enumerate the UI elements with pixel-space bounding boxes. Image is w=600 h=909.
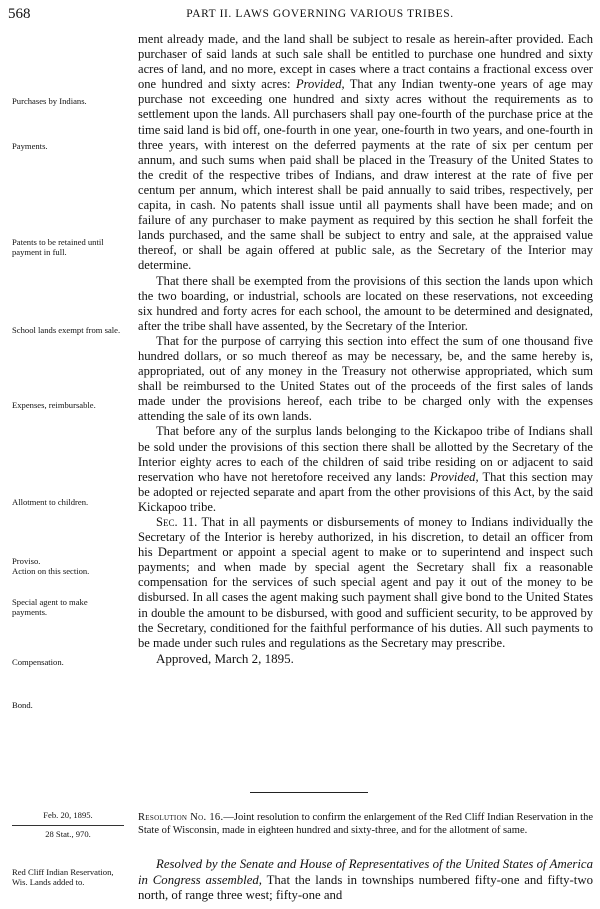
- margin-note-red-cliff: Red Cliff Indian Reservation, Wis. Lands added to.: [12, 867, 114, 887]
- resolution-text: Resolved by the Senate and House of Representatives of the United States of America in Congress assembled, That the lands in townships numbered fifty-one and fifty-two north, of range three west; fifty-one and: [138, 857, 593, 902]
- resolution-label: Resolution No. 16.: [138, 812, 224, 823]
- margin-note-compensation: Compensation.: [12, 657, 64, 667]
- paragraph: ment already made, and the land shall be subject to resale as herein-after provided. Each purchaser of said lands at such sale shall be entitled to purchase one hundred and sixty acres of land, and no more, except in cases where a tract contains a fractional excess over one hundred and sixty acres: Provided, That any Indian twenty-one years of age may purchase not exceeding one hundred and sixty acres without the requirements as to settlement upon the lands. All purchasers shall pay one-fourth of the purchase price at the time said land is bid off, one-fourth in one year, one-fourth in two years, and one-fourth in three years, with interest on the deferred payments at the rate of six per centum per annum, and such sums when paid shall be placed in the Treasury of the United States to the credit of the respective tribes of Indians, and draw interest at the rate of five per centum per annum, which interest shall be paid annually to said tribes, respectively, per capita, in cash. No patents shall issue until all payments shall have been made; and on failure of any purchaser to make payment as required by this section he shall forfeit the lands purchased, and the same shall be subject to entry and sale, at the appraised value thereof, or shall be again offered at public sale, as the Secretary of the Interior may determine.: [138, 32, 593, 273]
- margin-note-purchases: Purchases by Indians.: [12, 96, 87, 106]
- paragraph: That for the purpose of carrying this section into effect the sum of one thousand five hundred dollars, or so much thereof as may be necessary, be, and the same hereby is, appropriated, out of any money in the Treasury not otherwise appropriated, which sum shall be reimbursed to the United States out of the proceeds of the first sales of lands made under the provisions hereof, each tribe to be charged only with the expenses attending the sale of its own lands.: [138, 333, 593, 424]
- resolution-title: —Joint resolution to confirm the enlargement of the Red Cliff Indian Reservation in the State of Wisconsin, made in eighteen hundred and sixty-three, and for the allotment of same.: [138, 812, 593, 836]
- page-number: 568: [8, 6, 31, 22]
- main-text: [138, 32, 593, 666]
- margin-note-bond: Bond.: [12, 700, 33, 710]
- approved-date: Approved, March 2, 1895.: [156, 650, 294, 666]
- running-title: PART II. LAWS GOVERNING VARIOUS TRIBES.: [186, 8, 454, 20]
- margin-note-special-agent: Special agent to make payments.: [12, 597, 88, 617]
- page-header: [0, 0, 600, 30]
- paragraph: That before any of the surplus lands belonging to the Kickapoo tribe of Indians shall be sold under the provisions of this section there shall be allotted by the Secretary of the Interior eighty acres to each of the children of said tribe residing on or adjacent to said reservation who have not heretofore received any lands: Provided, That this section may be adopted or rejected separate and apart from the other provisions of this Act, by the said Kickapoo tribe.: [138, 424, 593, 514]
- margin-note-allotment: Allotment to children.: [12, 497, 89, 507]
- resolution-date: Feb. 20, 1895.: [43, 810, 93, 820]
- paragraph: Sec. 11. That in all payments or disbursements of money to Indians individually the Secretary of the Interior is hereby authorized, in his discretion, to detail an officer from his Department or appoint a special agent to make or to superintend and inspect such payments; and when made by special agent the Secretary shall fix a reasonable compensation for the services of such special agent and pay it out of the money to be disbursed. In all cases the agent making such payment shall give bond to the United States in double the amount to be disbursed, with good and sufficient security, to be approved by the Secretary, conditioned for the faithful performance of his duties. All such payments to be made under such rules and regulations as the Secretary may prescribe.: [138, 515, 593, 650]
- margin-note-school-lands: School lands exempt from sale.: [12, 325, 121, 335]
- resolution-statute: 28 Stat., 970.: [12, 825, 124, 839]
- section-divider: [250, 792, 368, 793]
- margin-note-payments: Payments.: [12, 141, 48, 151]
- margin-note-proviso: Proviso.: [12, 556, 41, 566]
- margin-note-action: Action on this section.: [12, 566, 90, 576]
- paragraph: That there shall be exempted from the provisions of this section the lands upon which the two boarding, or industrial, schools are located on these reservations, not exceeding six hundred and forty acres for each school, the amount to be determined and designated, after the tribe shall have assented, by the Secretary of the Interior.: [138, 273, 593, 333]
- resolution-heading: [138, 812, 593, 837]
- margin-note-expenses: Expenses, reimbursable.: [12, 400, 96, 410]
- margin-note-patents: Patents to be retained until payment in full.: [12, 237, 104, 257]
